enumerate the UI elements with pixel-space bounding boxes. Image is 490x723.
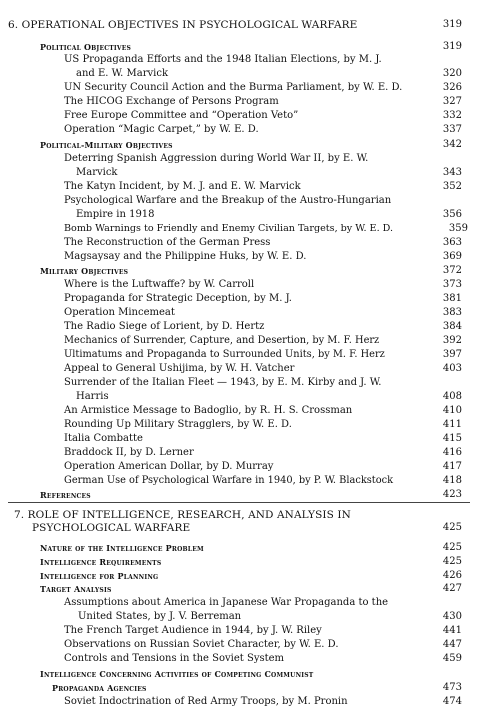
toc-entry	[0, 306, 490, 320]
page-number: 392	[442, 335, 462, 346]
entry-title: An Armistice Message to Badoglio, by R. H. S. Crossman	[64, 405, 353, 416]
page-number: 408	[442, 391, 462, 402]
entry-title: US Propaganda Efforts and the 1948 Italian Elections, by M. J.	[64, 54, 382, 65]
page-number: 410	[442, 405, 462, 416]
entry-title: Assumptions about America in Japanese War Propaganda to the	[64, 597, 389, 608]
toc-section	[0, 582, 490, 596]
toc-entry	[0, 418, 490, 432]
divider	[8, 502, 470, 503]
entry-title: Marvick	[76, 167, 118, 178]
entry-title: Soviet Indoctrination of Red Army Troops, by M. Pronin	[64, 696, 348, 707]
page-number: 326	[442, 82, 462, 93]
page-number: 425	[442, 542, 462, 553]
toc-entry	[0, 320, 490, 334]
section-title: Military Objectives	[40, 266, 129, 276]
toc-entry	[0, 390, 490, 404]
toc-entry	[0, 624, 490, 638]
chapter-7-heading-line2	[0, 521, 490, 535]
page-number: 441	[442, 625, 462, 636]
entry-title: The Reconstruction of the German Press	[64, 237, 271, 248]
toc-entry	[0, 81, 490, 95]
page-number: 352	[442, 181, 462, 192]
page-number: 427	[442, 583, 462, 594]
entry-title: Ultimatums and Propaganda to Surrounded Units, by M. F. Herz	[64, 349, 385, 360]
entry-title: and E. W. Marvick	[76, 68, 169, 79]
entry-title: German Use of Psychological Warfare in 1940, by P. W. Blackstock	[64, 475, 394, 486]
toc-entry	[0, 278, 490, 292]
chapter-title: 6. OPERATIONAL OBJECTIVES IN PSYCHOLOGICAL WARFARE	[8, 19, 358, 31]
entry-title: Operation Mincemeat	[64, 307, 175, 318]
entry-title: Magsaysay and the Philippine Huks, by W. E. D.	[64, 251, 307, 262]
page-number: 384	[442, 321, 462, 332]
page-number: 332	[442, 110, 462, 121]
page-number: 356	[442, 209, 462, 220]
section-title: Intelligence for Planning	[40, 571, 159, 581]
page-number: 363	[442, 237, 462, 248]
toc-entry	[0, 652, 490, 666]
toc-section	[0, 555, 490, 569]
page-number: 459	[442, 653, 462, 664]
toc-entry	[0, 95, 490, 109]
toc-section	[0, 488, 490, 502]
page-number: 425	[442, 556, 462, 567]
entry-title: Appeal to General Ushijima, by W. H. Vatcher	[64, 363, 295, 374]
toc-entry	[0, 208, 490, 222]
toc-entry	[0, 166, 490, 180]
page-number: 416	[442, 447, 462, 458]
toc-entry	[0, 404, 490, 418]
entry-title: Surrender of the Italian Fleet — 1943, by E. M. Kirby and J. W.	[64, 377, 382, 388]
toc-entry	[0, 610, 490, 624]
section-title: Nature of the Intelligence Problem	[40, 543, 204, 553]
page-number: 473	[442, 682, 462, 693]
toc-entry	[0, 596, 490, 610]
page-number: 423	[442, 489, 462, 500]
page-number: 372	[442, 265, 462, 276]
page-number: 359	[448, 223, 468, 234]
entry-title: The Radio Siege of Lorient, by D. Hertz	[64, 321, 265, 332]
toc-entry	[0, 236, 490, 250]
page-number: 403	[442, 363, 462, 374]
entry-title: Free Europe Committee and “Operation Veto”	[64, 110, 299, 121]
toc-section	[0, 40, 490, 54]
toc-entry	[0, 638, 490, 652]
toc-entry	[0, 152, 490, 166]
toc-entry	[0, 376, 490, 390]
toc-section	[0, 264, 490, 278]
toc-entry	[0, 67, 490, 81]
section-title: Propaganda Agencies	[52, 683, 147, 693]
entry-title: Deterring Spanish Aggression during World War II, by E. W.	[64, 153, 369, 164]
toc-entry	[0, 194, 490, 208]
toc-section	[0, 569, 490, 583]
toc-entry	[0, 460, 490, 474]
page-number: 319	[442, 19, 462, 30]
page-number: 383	[442, 307, 462, 318]
page-number: 327	[442, 96, 462, 107]
entry-title: Braddock II, by D. Lerner	[64, 447, 194, 458]
entry-title: Rounding Up Military Stragglers, by W. E. D.	[64, 419, 292, 430]
page-number: 426	[442, 570, 462, 581]
page-number: 415	[442, 433, 462, 444]
page-number: 343	[442, 167, 462, 178]
entry-title: Controls and Tensions in the Soviet System	[64, 653, 285, 664]
page-number: 425	[442, 522, 462, 533]
chapter-title: 7. ROLE OF INTELLIGENCE, RESEARCH, AND ANALYSIS IN	[14, 509, 351, 521]
page-number: 430	[442, 611, 462, 622]
toc-entry	[0, 362, 490, 376]
entry-title: Observations on Russian Soviet Character, by W. E. D.	[64, 639, 339, 650]
toc-entry	[0, 334, 490, 348]
page-number: 474	[442, 696, 462, 707]
entry-title: Harris	[76, 391, 109, 402]
page-number: 418	[442, 475, 462, 486]
section-title: Intelligence Concerning Activities of Competing Communist	[40, 669, 314, 679]
toc-entry	[0, 292, 490, 306]
entry-title: Operation American Dollar, by D. Murray	[64, 461, 274, 472]
page-number: 319	[442, 41, 462, 52]
toc-entry	[0, 695, 490, 709]
chapter-title: PSYCHOLOGICAL WARFARE	[32, 522, 191, 534]
section-title: Political Objectives	[40, 42, 132, 52]
entry-title: Propaganda for Strategic Deception, by M. J.	[64, 293, 292, 304]
entry-title: Mechanics of Surrender, Capture, and Desertion, by M. F. Herz	[64, 335, 380, 346]
toc-entry	[0, 180, 490, 194]
section-title: References	[40, 490, 91, 500]
page-number: 411	[442, 419, 462, 430]
toc-entry	[0, 348, 490, 362]
page-number: 337	[442, 124, 462, 135]
entry-title: Bomb Warnings to Friendly and Enemy Civilian Targets, by W. E. D.	[64, 223, 394, 234]
section-title: Target Analysis	[40, 584, 112, 594]
section-title: Political-Military Objectives	[40, 140, 173, 150]
entry-title: Psychological Warfare and the Breakup of the Austro-Hungarian	[64, 195, 392, 206]
entry-title: The Katyn Incident, by M. J. and E. W. Marvick	[64, 181, 301, 192]
entry-title: The French Target Audience in 1944, by J. W. Riley	[64, 625, 322, 636]
entry-title: Empire in 1918	[76, 209, 155, 220]
chapter-6-heading	[0, 18, 490, 32]
entry-title: United States, by J. V. Berreman	[78, 611, 242, 622]
toc-entry	[0, 123, 490, 137]
toc-entry	[0, 446, 490, 460]
section-title: Intelligence Requirements	[40, 557, 162, 567]
entry-title: Operation “Magic Carpet,” by W. E. D.	[64, 124, 259, 135]
entry-title: Where is the Luftwaffe? by W. Carroll	[64, 279, 255, 290]
page-number: 447	[442, 639, 462, 650]
toc-entry	[0, 53, 490, 67]
entry-title: Italia Combatte	[64, 433, 143, 444]
page-number: 417	[442, 461, 462, 472]
page-number: 369	[442, 251, 462, 262]
toc-section	[0, 138, 490, 152]
toc-entry	[0, 432, 490, 446]
chapter-7-heading	[0, 508, 490, 522]
page-number: 373	[442, 279, 462, 290]
toc-entry	[0, 474, 490, 488]
toc-entry	[0, 222, 490, 236]
toc-section	[0, 681, 490, 695]
toc-section	[0, 667, 490, 681]
toc-section	[0, 541, 490, 555]
page-number: 320	[442, 68, 462, 79]
entry-title: The HICOG Exchange of Persons Program	[64, 96, 279, 107]
page-number: 342	[442, 139, 462, 150]
page-number: 381	[442, 293, 462, 304]
toc-entry	[0, 250, 490, 264]
toc-entry	[0, 109, 490, 123]
page-number: 397	[442, 349, 462, 360]
entry-title: UN Security Council Action and the Burma Parliament, by W. E. D.	[64, 82, 403, 93]
